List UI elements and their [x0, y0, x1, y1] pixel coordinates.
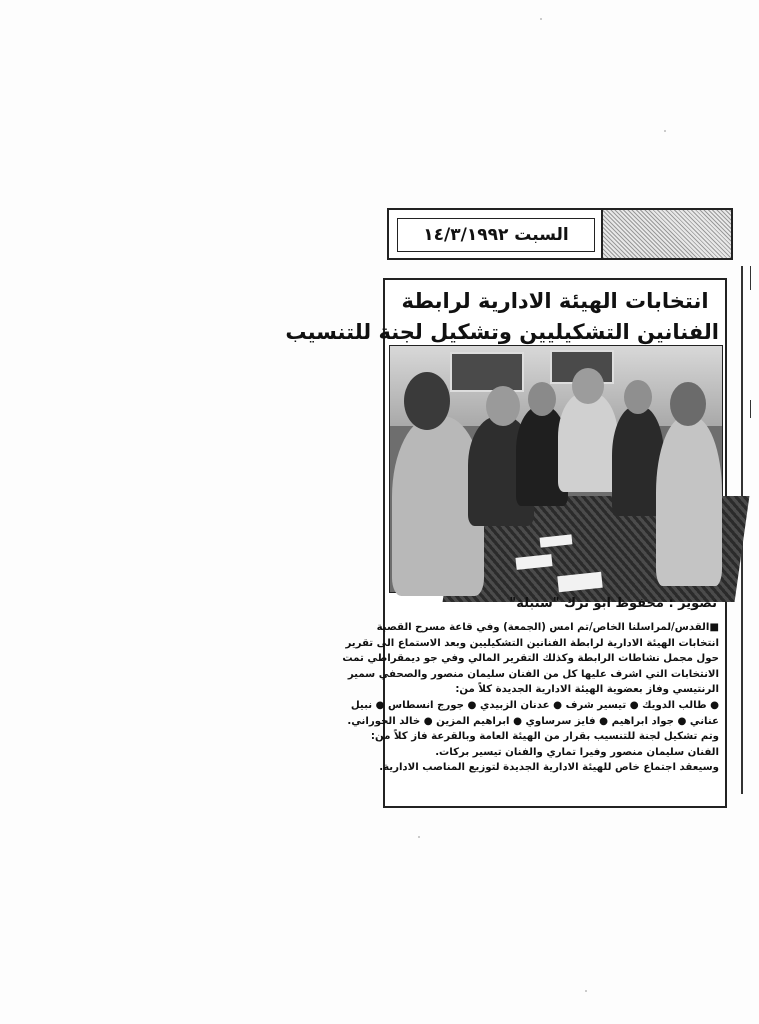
photo-person-head [404, 372, 450, 430]
article-photo [389, 345, 723, 593]
article-line: ■القدس/لمراسلنا الخاص/تم امس (الجمعة) وفي قاعة مسرح القصبة [376, 622, 719, 633]
headline-line: الفنانين التشكيليين وتشكيل لجنة للتنسيب [285, 320, 719, 344]
photo-wall-frame [450, 352, 524, 392]
article-line: انتخابات الهيئة الادارية لرابطة الفنانين التشكيليين وبعد الاستماع الى تقرير [345, 637, 719, 649]
article-line: وتم تشكيل لجنة للتنسيب بقرار من الهيئة العامة وبالقرعة فاز كلاً من: [370, 731, 719, 743]
photo-person-head [486, 386, 520, 426]
article-line: ● طالب الدويك ● تيسير شرف ● عدنان الزبيدي ● جورج انسطاس ● نبيل [350, 699, 719, 711]
scan-speck [585, 990, 587, 992]
headline-line: انتخابات الهيئة الادارية لرابطة [401, 289, 709, 313]
article-line: الانتخابات التي اشرف عليها كل من الفنان سليمان منصور والصحفي سمير [347, 668, 719, 680]
photo-person-head [528, 382, 556, 416]
photo-person-head [572, 368, 604, 404]
photo-person [558, 392, 618, 492]
photo-person-head [670, 382, 706, 426]
article-body [342, 620, 719, 776]
photo-person [656, 416, 722, 586]
article-headline [285, 286, 719, 348]
article-line: حول مجمل نشاطات الرابطة وكذلك التقرير المالي وفي جو ديمقراطي تمت [342, 653, 719, 665]
banner-hatch-pattern [601, 210, 731, 258]
column-rule-mark [750, 266, 751, 290]
scan-speck [540, 18, 542, 20]
article-line: الرنتيسي وفاز بعضوية الهيئة الادارية الجديدة كلاً من: [455, 684, 719, 696]
column-rule-mark [750, 400, 751, 418]
article-line: الفنان سليمان منصور وفيرا تماري والفنان تيسير بركات. [435, 746, 719, 758]
article-line: وسيعقد اجتماع خاص للهيئة الادارية الجديدة لتوزيع المناصب الادارية. [379, 762, 719, 774]
date-box [397, 218, 595, 252]
scan-speck [664, 130, 666, 132]
news-article [285, 278, 727, 808]
scan-speck [418, 836, 420, 838]
article-line: عناني ● جواد ابراهيم ● فايز سرساوي ● ابراهيم المزين ● خالد الحوراني. [347, 715, 719, 727]
date-text: السبت ١٤/٣/١٩٩٢ [423, 225, 569, 245]
date-banner [387, 208, 733, 260]
photo-caption: تصوير : محفوظ ابو ترك "سنبلة" [509, 596, 717, 611]
photo-person-head [624, 380, 652, 414]
